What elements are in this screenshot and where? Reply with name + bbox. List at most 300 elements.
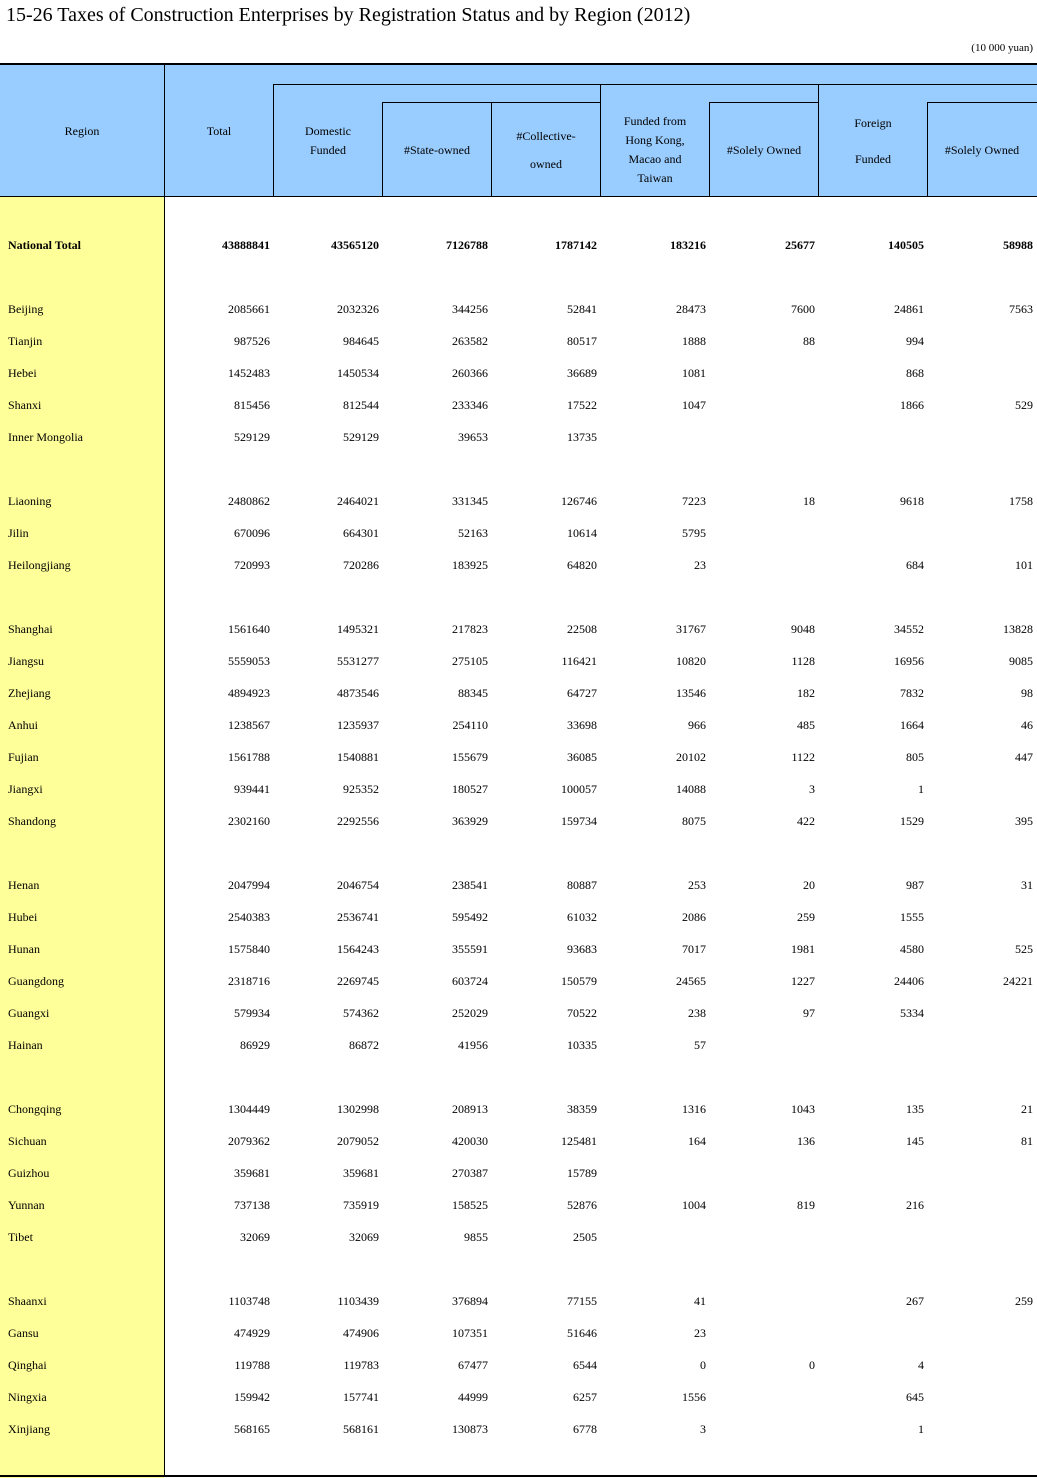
table-cell: 987526 [234, 334, 270, 348]
table-cell: 984645 [343, 334, 379, 348]
table-cell: 815456 [234, 398, 270, 412]
table-cell: 7832 [900, 686, 924, 700]
table-cell: 474906 [343, 1326, 379, 1340]
table-row [0, 1381, 1037, 1413]
table-cell: 6778 [573, 1422, 597, 1436]
table-cell: 4580 [900, 942, 924, 956]
table-cell: 2086 [682, 910, 706, 924]
region-name: Jilin [8, 526, 29, 540]
table-cell: 140505 [888, 238, 924, 252]
table-cell: 254110 [452, 718, 488, 732]
table-cell: 52841 [567, 302, 597, 316]
table-cell: 1664 [900, 718, 924, 732]
table-row [0, 1157, 1037, 1189]
table-cell: 67477 [458, 1358, 488, 1372]
table-cell: 331345 [452, 494, 488, 508]
table-cell: 5559053 [228, 654, 270, 668]
table-cell: 46 [1021, 718, 1033, 732]
table-row [0, 357, 1037, 389]
table-row [0, 293, 1037, 325]
table-row [0, 1029, 1037, 1061]
table-row [0, 1413, 1037, 1445]
header-vline [600, 84, 601, 197]
region-name: Liaoning [8, 494, 52, 508]
region-name: Fujian [8, 750, 39, 764]
header-domestic-funded: Domestic Funded [305, 124, 351, 157]
region-name: Hunan [8, 942, 40, 956]
table-cell: 579934 [234, 1006, 270, 1020]
table-cell: 157741 [343, 1390, 379, 1404]
table-cell: 1561788 [228, 750, 270, 764]
region-name: Ningxia [8, 1390, 47, 1404]
header-region: Region [64, 123, 100, 138]
region-name: National Total [8, 238, 82, 252]
table-bottom-rule [0, 1475, 1037, 1477]
table-cell: 1556 [682, 1390, 706, 1404]
table-cell: 64820 [567, 558, 597, 572]
table-cell: 3 [700, 1422, 706, 1436]
table-cell: 41 [694, 1294, 706, 1308]
table-cell: 126746 [561, 494, 597, 508]
table-cell: 43565120 [331, 238, 379, 252]
table-cell: 1238567 [228, 718, 270, 732]
table-cell: 363929 [452, 814, 488, 828]
table-cell: 925352 [343, 782, 379, 796]
table-cell: 2085661 [228, 302, 270, 316]
table-row [0, 421, 1037, 453]
region-name: Hainan [8, 1038, 43, 1052]
table-cell: 1043 [791, 1102, 815, 1116]
table-cell: 4 [918, 1358, 924, 1372]
table-cell: 5795 [682, 526, 706, 540]
table-cell: 7126788 [446, 238, 488, 252]
table-cell: 2032326 [337, 302, 379, 316]
region-name: Hubei [8, 910, 38, 924]
table-cell: 7017 [682, 942, 706, 956]
table-row [0, 805, 1037, 837]
table-row [0, 773, 1037, 805]
table-cell: 216 [906, 1198, 924, 1212]
table-cell: 130873 [452, 1422, 488, 1436]
region-name: Jiangxi [8, 782, 43, 796]
table-cell: 2046754 [337, 878, 379, 892]
table-cell: 603724 [452, 974, 488, 988]
header-divider-top [273, 84, 1037, 85]
table-cell: 25677 [785, 238, 815, 252]
table-cell: 720286 [343, 558, 379, 572]
table-cell: 58988 [1003, 238, 1033, 252]
table-row [0, 517, 1037, 549]
table-cell: 217823 [452, 622, 488, 636]
table-cell: 14088 [676, 782, 706, 796]
table-cell: 994 [906, 334, 924, 348]
table-cell: 180527 [452, 782, 488, 796]
table-cell: 39653 [458, 430, 488, 444]
table-cell: 2464021 [337, 494, 379, 508]
table-cell: 10335 [567, 1038, 597, 1052]
header-vline [818, 84, 819, 197]
table-cell: 275105 [452, 654, 488, 668]
table-cell: 36689 [567, 366, 597, 380]
header-total: Total [206, 123, 232, 138]
table-cell: 9048 [791, 622, 815, 636]
table-cell: 233346 [452, 398, 488, 412]
table-cell: 93683 [567, 942, 597, 956]
table-cell: 52876 [567, 1198, 597, 1212]
table-cell: 966 [688, 718, 706, 732]
table-cell: 31 [1021, 878, 1033, 892]
table-cell: 664301 [343, 526, 379, 540]
header-vline [709, 102, 710, 197]
table-cell: 2047994 [228, 878, 270, 892]
table-cell: 80517 [567, 334, 597, 348]
table-cell: 24406 [894, 974, 924, 988]
table-cell: 43888841 [222, 238, 270, 252]
table-cell: 16956 [894, 654, 924, 668]
header-foreign-solely-owned: #Solely Owned [944, 142, 1020, 157]
table-cell: 1540881 [337, 750, 379, 764]
table-cell: 1575840 [228, 942, 270, 956]
table-cell: 2318716 [228, 974, 270, 988]
table-cell: 1561640 [228, 622, 270, 636]
table-cell: 737138 [234, 1198, 270, 1212]
table-cell: 1 [918, 1422, 924, 1436]
region-name: Beijing [8, 302, 44, 316]
table-cell: 1495321 [337, 622, 379, 636]
table-cell: 259 [797, 910, 815, 924]
table-cell: 20 [803, 878, 815, 892]
region-name: Gansu [8, 1326, 39, 1340]
table-cell: 182 [797, 686, 815, 700]
table-row [0, 645, 1037, 677]
region-name: Tibet [8, 1230, 33, 1244]
table-cell: 939441 [234, 782, 270, 796]
table-cell: 9618 [900, 494, 924, 508]
table-cell: 1450534 [337, 366, 379, 380]
table-row [0, 709, 1037, 741]
table-cell: 7600 [791, 302, 815, 316]
table-cell: 77155 [567, 1294, 597, 1308]
region-name: Tianjin [8, 334, 43, 348]
table-cell: 3 [809, 782, 815, 796]
table-cell: 86929 [240, 1038, 270, 1052]
table-row [0, 1285, 1037, 1317]
unit-label: (10 000 yuan) [971, 42, 1033, 54]
table-cell: 238 [688, 1006, 706, 1020]
table-cell: 8075 [682, 814, 706, 828]
region-name: Shandong [8, 814, 56, 828]
table-cell: 6257 [573, 1390, 597, 1404]
header-foreign-funded: Foreign Funded [854, 116, 892, 166]
table-row [0, 677, 1037, 709]
table-cell: 805 [906, 750, 924, 764]
region-name: Henan [8, 878, 40, 892]
table-cell: 107351 [452, 1326, 488, 1340]
table-row [0, 1093, 1037, 1125]
table-cell: 51646 [567, 1326, 597, 1340]
table-row [0, 1125, 1037, 1157]
table-cell: 2079362 [228, 1134, 270, 1148]
table-cell: 15789 [567, 1166, 597, 1180]
table-cell: 159942 [234, 1390, 270, 1404]
table-cell: 20102 [676, 750, 706, 764]
header-hk-macao-taiwan: Funded from Hong Kong, Macao and Taiwan [623, 114, 687, 185]
region-name: Shanxi [8, 398, 42, 412]
table-cell: 119788 [234, 1358, 270, 1372]
table-cell: 23 [694, 558, 706, 572]
region-name: Guizhou [8, 1166, 50, 1180]
region-name: Jiangsu [8, 654, 44, 668]
region-name: Shanghai [8, 622, 53, 636]
table-cell: 238541 [452, 878, 488, 892]
table-cell: 7563 [1009, 302, 1033, 316]
table-cell: 17522 [567, 398, 597, 412]
table-cell: 86872 [349, 1038, 379, 1052]
region-name: Guangdong [8, 974, 64, 988]
table-row [0, 869, 1037, 901]
table-cell: 23 [694, 1326, 706, 1340]
table-cell: 355591 [452, 942, 488, 956]
table-cell: 183216 [670, 238, 706, 252]
table-cell: 13735 [567, 430, 597, 444]
table-row [0, 1317, 1037, 1349]
table-cell: 987 [906, 878, 924, 892]
table-cell: 88 [803, 334, 815, 348]
table-cell: 0 [700, 1358, 706, 1372]
table-cell: 447 [1015, 750, 1033, 764]
header-state-owned: #State-owned [404, 142, 470, 157]
table-cell: 1235937 [337, 718, 379, 732]
table-cell: 525 [1015, 942, 1033, 956]
table-cell: 1555 [900, 910, 924, 924]
table-cell: 1122 [791, 750, 815, 764]
table-cell: 81 [1021, 1134, 1033, 1148]
table-row [0, 1189, 1037, 1221]
table-cell: 2536741 [337, 910, 379, 924]
table-row [0, 741, 1037, 773]
table-cell: 32069 [240, 1230, 270, 1244]
table-cell: 64727 [567, 686, 597, 700]
table-cell: 21 [1021, 1102, 1033, 1116]
table-cell: 136 [797, 1134, 815, 1148]
table-cell: 1128 [791, 654, 815, 668]
table-cell: 735919 [343, 1198, 379, 1212]
table-row [0, 549, 1037, 581]
table-row [0, 1349, 1037, 1381]
table-cell: 9085 [1009, 654, 1033, 668]
table-cell: 2269745 [337, 974, 379, 988]
header-vline [927, 102, 928, 197]
table-cell: 2292556 [337, 814, 379, 828]
table-cell: 529129 [343, 430, 379, 444]
table-cell: 395 [1015, 814, 1033, 828]
table-cell: 2302160 [228, 814, 270, 828]
table-cell: 32069 [349, 1230, 379, 1244]
table-cell: 1 [918, 782, 924, 796]
table-cell: 44999 [458, 1390, 488, 1404]
table-cell: 270387 [452, 1166, 488, 1180]
table-cell: 158525 [452, 1198, 488, 1212]
table-cell: 80887 [567, 878, 597, 892]
table-cell: 52163 [458, 526, 488, 540]
table-row [0, 325, 1037, 357]
table-row [0, 965, 1037, 997]
table-cell: 98 [1021, 686, 1033, 700]
table-cell: 260366 [452, 366, 488, 380]
table-cell: 9855 [464, 1230, 488, 1244]
table-row [0, 613, 1037, 645]
table-row [0, 997, 1037, 1029]
table-cell: 0 [809, 1358, 815, 1372]
table-cell: 684 [906, 558, 924, 572]
table-cell: 1787142 [555, 238, 597, 252]
table-cell: 1302998 [337, 1102, 379, 1116]
table-cell: 2505 [573, 1230, 597, 1244]
table-cell: 1564243 [337, 942, 379, 956]
table-cell: 1004 [682, 1198, 706, 1212]
table-cell: 1304449 [228, 1102, 270, 1116]
table-cell: 568165 [234, 1422, 270, 1436]
table-cell: 183925 [452, 558, 488, 572]
table-cell: 1529 [900, 814, 924, 828]
table-cell: 208913 [452, 1102, 488, 1116]
table-cell: 359681 [234, 1166, 270, 1180]
table-cell: 5334 [900, 1006, 924, 1020]
table-cell: 22508 [567, 622, 597, 636]
table-cell: 812544 [343, 398, 379, 412]
table-cell: 31767 [676, 622, 706, 636]
table-cell: 57 [694, 1038, 706, 1052]
table-cell: 1047 [682, 398, 706, 412]
table-cell: 259 [1015, 1294, 1033, 1308]
table-cell: 1103748 [228, 1294, 270, 1308]
table-cell: 61032 [567, 910, 597, 924]
table-cell: 97 [803, 1006, 815, 1020]
table-cell: 38359 [567, 1102, 597, 1116]
table-cell: 529 [1015, 398, 1033, 412]
table-cell: 4894923 [228, 686, 270, 700]
table-cell: 150579 [561, 974, 597, 988]
table-cell: 13828 [1003, 622, 1033, 636]
table-cell: 359681 [343, 1166, 379, 1180]
region-name: Chongqing [8, 1102, 62, 1116]
table-cell: 1758 [1009, 494, 1033, 508]
table-row [0, 933, 1037, 965]
header-vline [491, 102, 492, 197]
table-cell: 41956 [458, 1038, 488, 1052]
table-cell: 28473 [676, 302, 706, 316]
table-cell: 645 [906, 1390, 924, 1404]
table-cell: 164 [688, 1134, 706, 1148]
table-cell: 595492 [452, 910, 488, 924]
table-cell: 474929 [234, 1326, 270, 1340]
table-cell: 24565 [676, 974, 706, 988]
region-name: Xinjiang [8, 1422, 50, 1436]
table-cell: 10614 [567, 526, 597, 540]
table-cell: 88345 [458, 686, 488, 700]
table-cell: 100057 [561, 782, 597, 796]
table-cell: 1888 [682, 334, 706, 348]
table-cell: 125481 [561, 1134, 597, 1148]
table-cell: 13546 [676, 686, 706, 700]
header-collective-owned: #Collective-owned [516, 129, 576, 171]
table-cell: 116421 [561, 654, 597, 668]
table-cell: 159734 [561, 814, 597, 828]
table-cell: 135 [906, 1102, 924, 1116]
table-cell: 24221 [1003, 974, 1033, 988]
table-cell: 119783 [343, 1358, 379, 1372]
region-name: Heilongjiang [8, 558, 71, 572]
table-cell: 1866 [900, 398, 924, 412]
region-name: Shaanxi [8, 1294, 47, 1308]
table-cell: 2480862 [228, 494, 270, 508]
region-name: Yunnan [8, 1198, 45, 1212]
region-name: Sichuan [8, 1134, 47, 1148]
table-row [0, 389, 1037, 421]
table-cell: 1452483 [228, 366, 270, 380]
header-hk-solely-owned: #Solely Owned [726, 142, 802, 157]
national-total-row [0, 229, 1037, 261]
table-cell: 529129 [234, 430, 270, 444]
table-cell: 868 [906, 366, 924, 380]
region-name: Qinghai [8, 1358, 47, 1372]
table-row [0, 485, 1037, 517]
table-cell: 344256 [452, 302, 488, 316]
table-cell: 485 [797, 718, 815, 732]
table-row [0, 901, 1037, 933]
table-row [0, 1221, 1037, 1253]
table-cell: 1081 [682, 366, 706, 380]
table-cell: 720993 [234, 558, 270, 572]
table-cell: 24861 [894, 302, 924, 316]
table-cell: 422 [797, 814, 815, 828]
region-name: Guangxi [8, 1006, 50, 1020]
table-cell: 34552 [894, 622, 924, 636]
table-cell: 2540383 [228, 910, 270, 924]
table-cell: 420030 [452, 1134, 488, 1148]
table-cell: 145 [906, 1134, 924, 1148]
page-title: 15-26 Taxes of Construction Enterprises by Registration Status and by Region (2012) [6, 4, 691, 26]
region-name: Inner Mongolia [8, 430, 83, 444]
table-cell: 4873546 [337, 686, 379, 700]
table-cell: 263582 [452, 334, 488, 348]
table-cell: 252029 [452, 1006, 488, 1020]
table-cell: 1316 [682, 1102, 706, 1116]
table-cell: 568161 [343, 1422, 379, 1436]
table-cell: 1981 [791, 942, 815, 956]
table-cell: 101 [1015, 558, 1033, 572]
table-cell: 670096 [234, 526, 270, 540]
table-cell: 819 [797, 1198, 815, 1212]
table-cell: 2079052 [337, 1134, 379, 1148]
header-vline [273, 84, 274, 197]
table-cell: 10820 [676, 654, 706, 668]
table-cell: 574362 [343, 1006, 379, 1020]
table-cell: 1103439 [337, 1294, 379, 1308]
table-cell: 376894 [452, 1294, 488, 1308]
table-cell: 1227 [791, 974, 815, 988]
table-cell: 33698 [567, 718, 597, 732]
table-cell: 155679 [452, 750, 488, 764]
table-cell: 70522 [567, 1006, 597, 1020]
table-cell: 36085 [567, 750, 597, 764]
table-cell: 267 [906, 1294, 924, 1308]
region-name: Anhui [8, 718, 38, 732]
table-cell: 6544 [573, 1358, 597, 1372]
table-cell: 5531277 [337, 654, 379, 668]
table-cell: 7223 [682, 494, 706, 508]
table-cell: 18 [803, 494, 815, 508]
